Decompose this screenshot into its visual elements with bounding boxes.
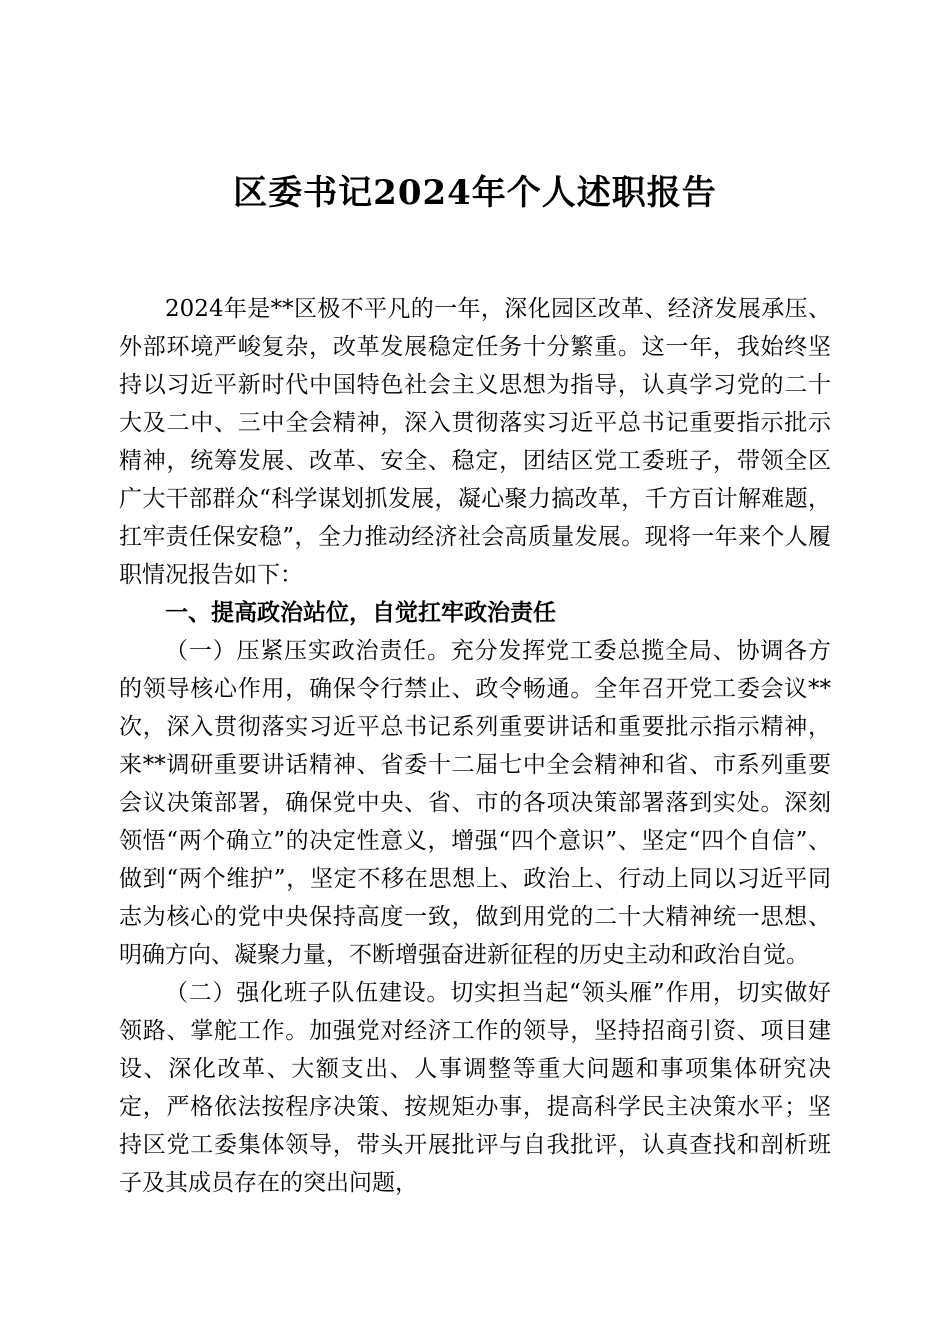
- document-body: [119, 290, 831, 1202]
- section-heading: 一、提高政治站位，自觉扛牢政治责任: [165, 600, 556, 626]
- document-title: 区委书记2024年个人述职报告: [233, 173, 717, 213]
- body-paragraph: （一）压紧压实政治责任。充分发挥党工委总揽全局、协调各方的领导核心作用，确保令行禁止、政令畅通。全年召开党工委会议**次，深入贯彻落实习近平总书记系列重要讲话和重要批示指示精神，来**调研重要讲话精神、省委十二届七中全会精神和省、市系列重要会议决策部署，确保党中央、省、市的各项决策部署落到实处。深刻领悟“两个确立”的决定性意义，增强“四个意识”、坚定“四个自信”、做到“两个维护”，坚定不移在思想上、政治上、行动上同以习近平同志为核心的党中央保持高度一致，做到用党的二十大精神统一思想、明确方向、凝聚力量，不断增强奋进新征程的历史主动和政治自觉。: [119, 638, 831, 968]
- intro-paragraph: 2024年是**区极不平凡的一年，深化园区改革、经济发展承压、外部环境严峻复杂，改革发展稳定任务十分繁重。这一年，我始终坚持以习近平新时代中国特色社会主义思想为指导，认真学习党的二十大及二中、三中全会精神，深入贯彻落实习近平总书记重要指示批示精神，统筹发展、改革、安全、稳定，团结区党工委班子，带领全区广大干部群众“科学谋划抓发展，凝心聚力搞改革，千方百计解难题，扛牢责任保安稳”，全力推动经济社会高质量发展。现将一年来个人履职情况报告如下：: [119, 296, 831, 588]
- body-paragraph: （二）强化班子队伍建设。切实担当起“领头雁”作用，切实做好领路、掌舵工作。加强党对经济工作的领导，坚持招商引资、项目建设、深化改革、大额支出、人事调整等重大问题和事项集体研究决定，严格依法按程序决策、按规矩办事，提高科学民主决策水平；坚持区党工委集体领导，带头开展批评与自我批评，认真查找和剖析班子及其成员存在的突出问题，: [119, 980, 831, 1196]
